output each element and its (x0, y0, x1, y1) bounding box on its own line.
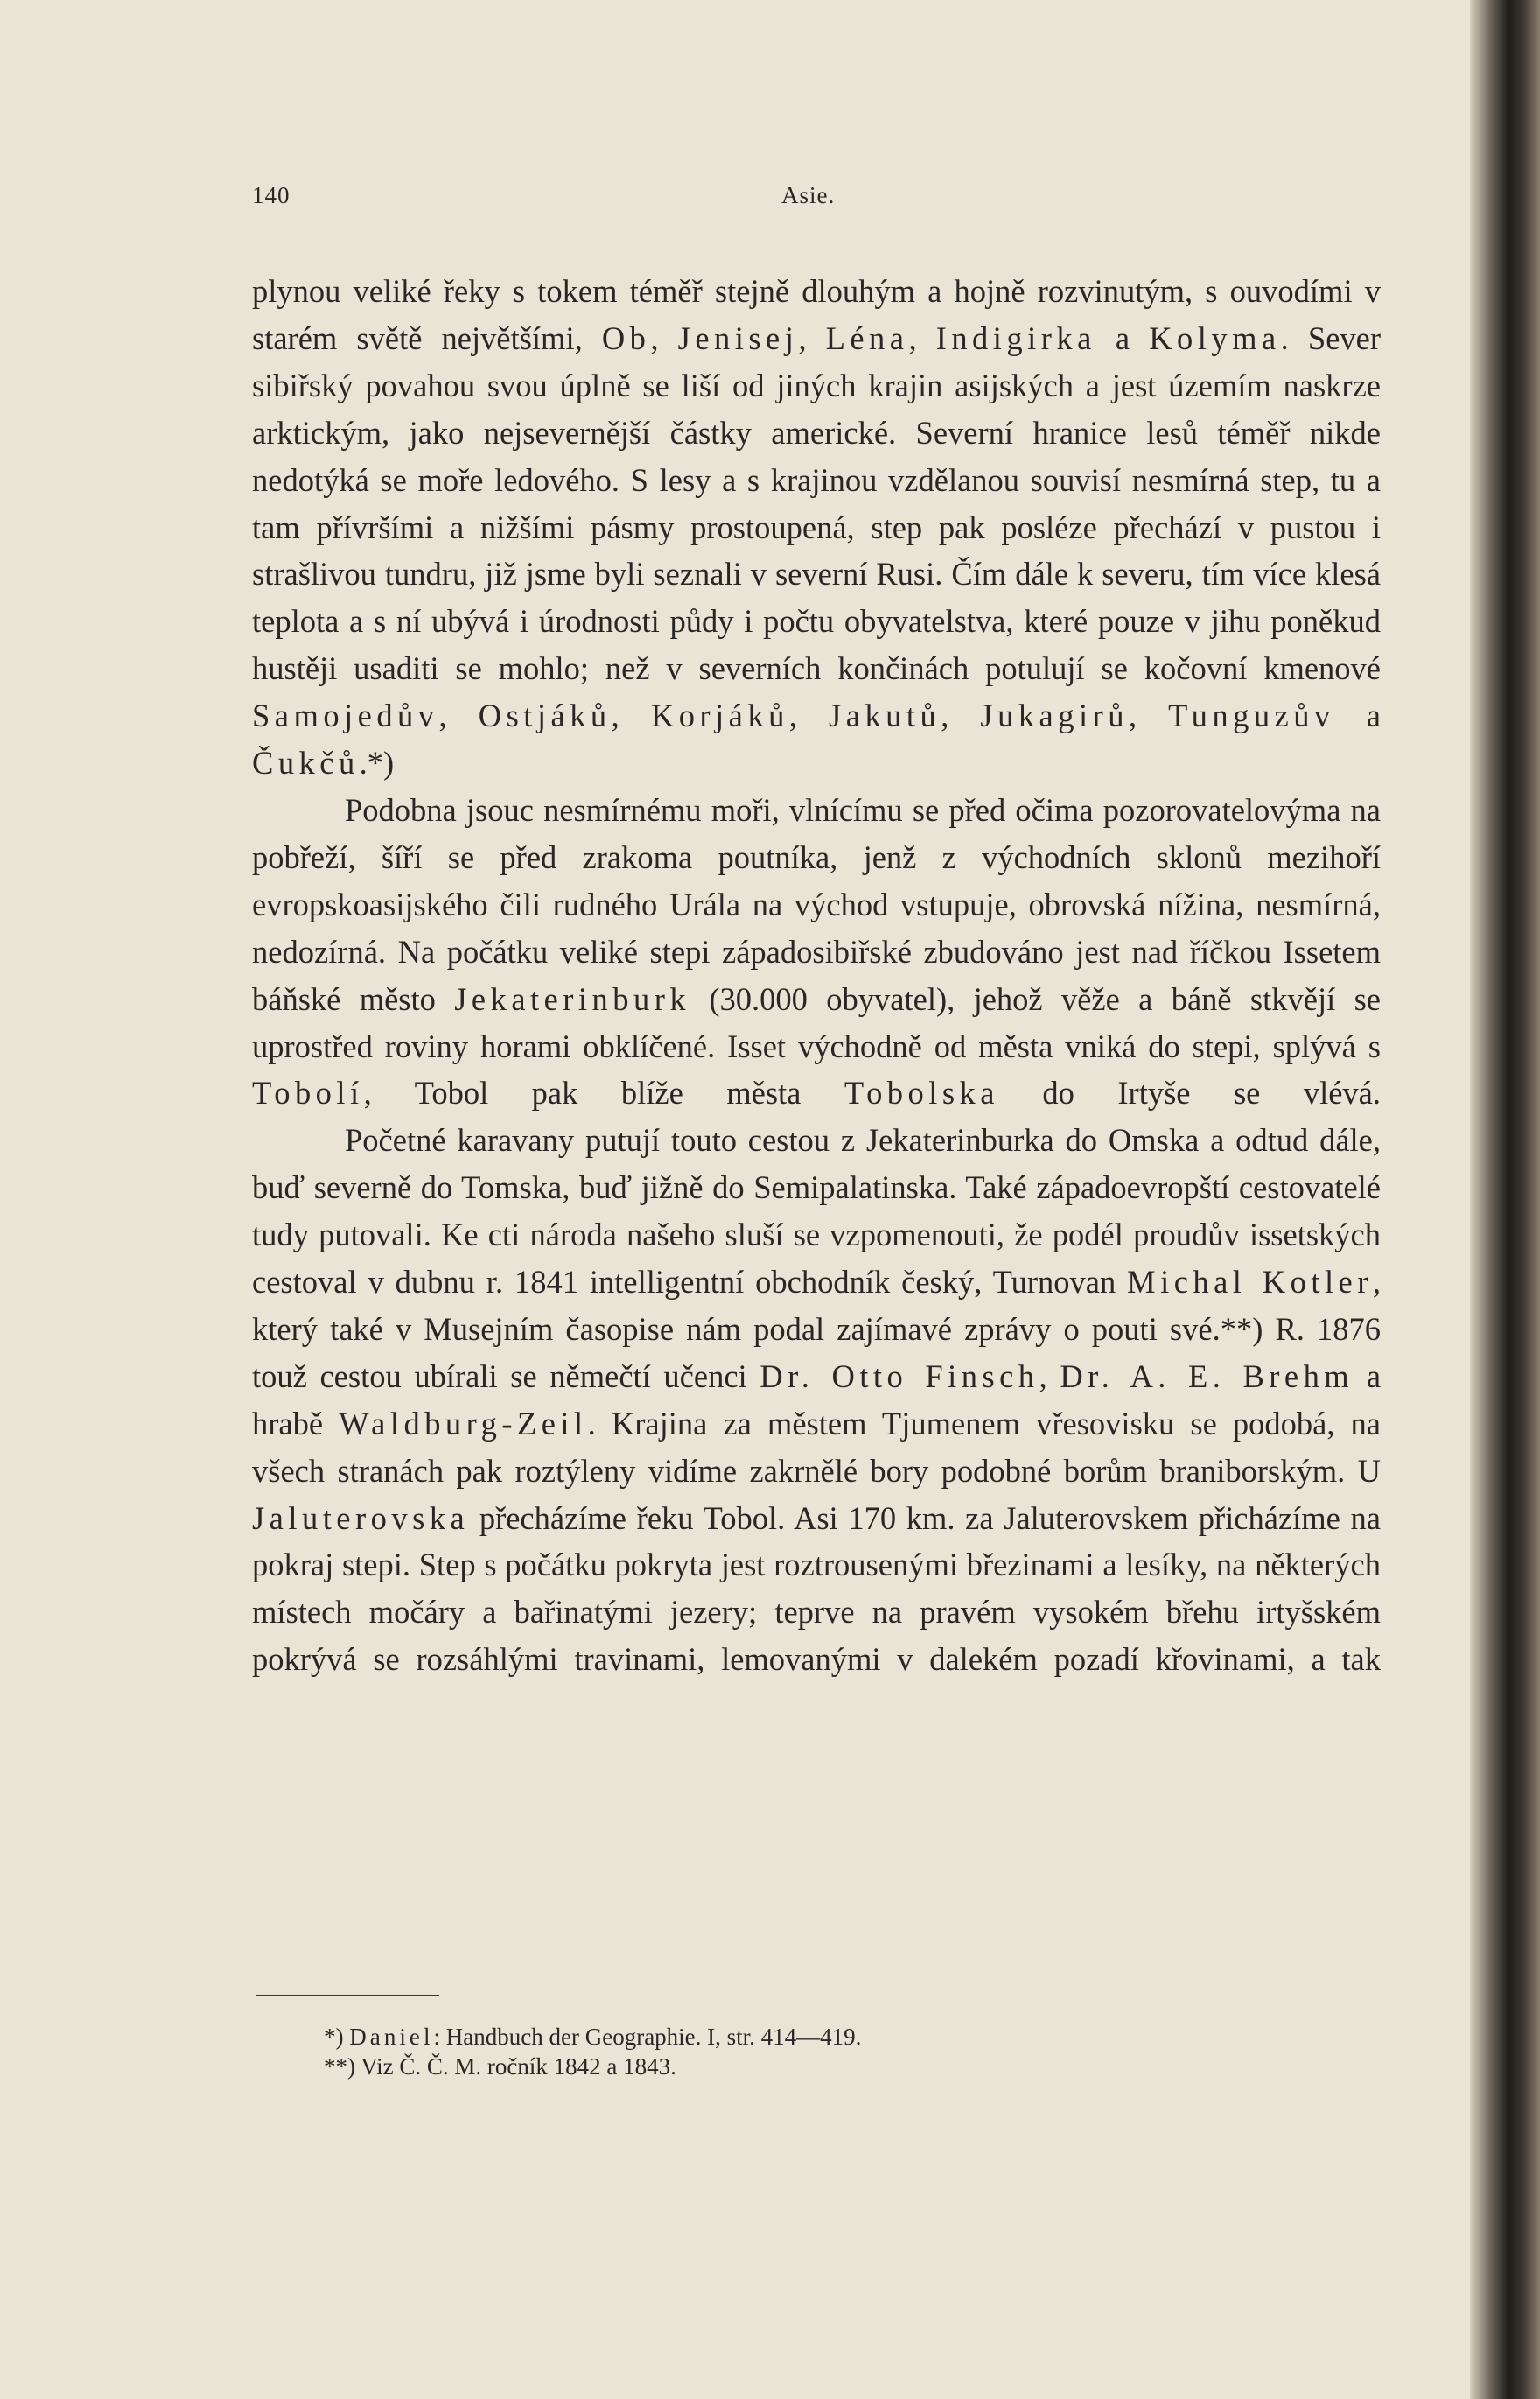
footnotes (324, 2022, 1330, 2081)
running-title: Asie. (781, 182, 836, 208)
book-gutter-shadow (1470, 0, 1540, 2399)
page-number: 140 (252, 182, 290, 208)
footnote-divider (256, 1995, 439, 1996)
footnote-1: *) Daniel: Handbuch der Geographie. I, str. 414—419. (324, 2024, 862, 2050)
paragraph-2: Podobna jsouc nesmírnému moři, vlnícímu se před očima pozorovatelovýma na pobřeží, šíří se před zrakoma poutníka, jenž z východních sklonů mezihoří evropskoasijského čili rudného Urála na východ vstupuje, obrovská nížina, nesmírná, nedozírná. Na počátku veliké stepi západosibiřské zbudováno jest nad říčkou Issetem báňské město Jekaterinburk (30.000 obyvatel), jehož věže a báně stkvějí se uprostřed roviny horami obklíčené. Isset východně od města vniká do stepi, splývá s Tobolí, Tobol pak blíže města Tobolska do Irtyše se vlévá. (252, 791, 1382, 1112)
body-text (252, 268, 1381, 1683)
paragraph-1: plynou veliké řeky s tokem téměř stejně dlouhým a hojně rozvinutým, s ouvodími v starém světě největšími, Ob, Jenisej, Léna, Indigirka a Kolyma. Sever sibiřský povahou svou úplně se liší od jiných krajin asijských a jest územím naskrze arktickým, jako nejsevernější částky americké. Severní hranice lesů téměř nikde nedotýká se moře ledového. S lesy a s krajinou vzdělanou souvisí nesmírná step, tu a tam přívršími a nižšími pásmy prostoupená, step pak posléze přechází v pustou i strašlivou tundru, již jsme byli seznali v severní Rusi. Čím dále k severu, tím více klesá teplota a s ní ubývá i úrodnosti půdy i počtu obyvatelstva, které pouze v jihu poněkud hustěji usaditi se mohlo; než v severních končinách potulují se kočovní kmenové Samojedův, Ostjáků, Korjáků, Jakutů, Jukagirů, Tunguzův a Čukčů.*) (252, 273, 1382, 782)
footnote-2: **) Viz Č. Č. M. ročník 1842 a 1843. (324, 2053, 676, 2080)
page-header (252, 182, 1381, 217)
paragraph-3: Početné karavany putují touto cestou z Jekaterinburka do Omska a odtud dále, buď severně do Tomska, buď jižně do Semipalatinska. Také západoevropští cestovatelé tudy putovali. Ke cti národa našeho sluší se vzpomenouti, že podél proudův issetských cestoval v dubnu r. 1841 intelligentní obchodník český, Turnovan Michal Kotler, který také v Musejním časopise nám podal zajímavé zprávy o pouti své.**) R. 1876 touž cestou ubírali se němečtí učenci Dr. Otto Finsch, Dr. A. E. Brehm a hrabě Waldburg-Zeil. Krajina za městem Tjumenem vřesovisku se podobá, na všech stranách pak roztýleny vidíme zakrnělé bory podobné borům braniborským. U Jaluterovska přecházíme řeku Tobol. Asi 170 km. za Jaluterovskem přicházíme na pokraj stepi. Step s počátku pokryta jest roztrousenými březinami a lesíky, na některých místech močáry a bařinatými jezery; teprve na pravém vysokém břehu irtyšském pokrývá se rozsáhlými travinami, lemovanými v dalekém pozadí křovinami, a tak (252, 1122, 1382, 1678)
